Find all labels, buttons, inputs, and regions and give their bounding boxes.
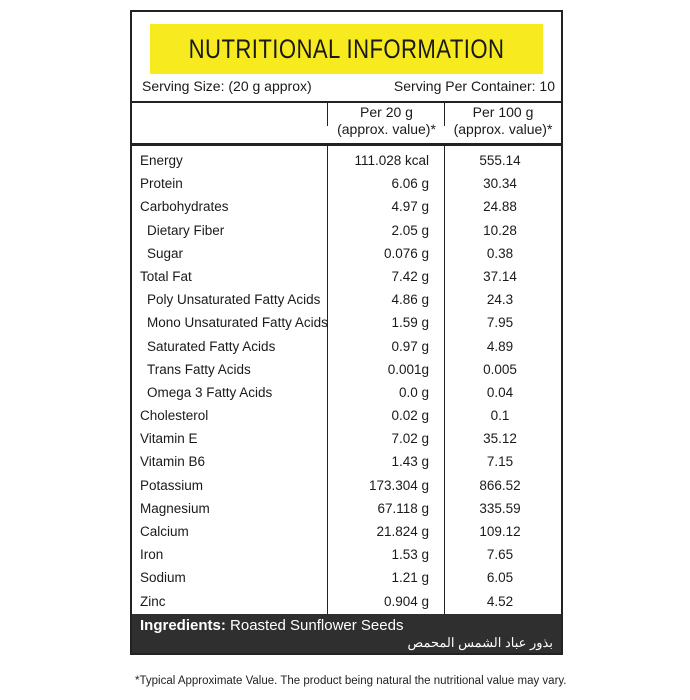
value-per-20g: 0.0 g <box>398 384 429 400</box>
value-per-20g: 1.59 g <box>391 315 429 331</box>
nutrient-name: Mono Unsaturated Fatty Acids <box>147 315 328 331</box>
nutrient-name: Magnesium <box>140 500 210 516</box>
value-per-100g: 0.1 <box>490 408 510 424</box>
column-header-per20 <box>329 104 444 138</box>
nutrient-name: Energy <box>140 153 183 168</box>
table-row <box>132 242 561 265</box>
value-per-20g: 111.028 kcal <box>354 153 429 168</box>
table-row <box>132 335 561 358</box>
nutrient-name: Sugar <box>147 245 184 261</box>
value-per-20g: 21.824 g <box>376 524 429 539</box>
value-per-100g: 7.15 <box>486 454 514 470</box>
value-per-20g: 0.076 g <box>383 245 429 261</box>
value-per-100g: 0.38 <box>486 245 514 261</box>
ingredients-bar <box>132 614 561 653</box>
column-rule-1-top <box>327 103 328 126</box>
ingredients-text: Roasted Sunflower Seeds <box>230 617 404 634</box>
table-row <box>132 265 561 288</box>
nutrient-name: Omega 3 Fatty Acids <box>147 384 273 400</box>
nutrient-name: Vitamin B6 <box>140 454 206 470</box>
table-row <box>132 590 561 613</box>
value-per-100g: 109.12 <box>479 524 521 539</box>
nutrient-table <box>132 149 561 613</box>
value-per-20g: 2.05 g <box>391 222 429 238</box>
nutrient-name: Dietary Fiber <box>147 222 225 238</box>
table-row <box>132 172 561 195</box>
value-per-20g: 67.118 g <box>377 500 429 516</box>
nutrient-name: Saturated Fatty Acids <box>147 338 276 354</box>
nutrient-name: Vitamin E <box>140 431 198 447</box>
table-row <box>132 474 561 497</box>
column-rule-2-top <box>444 103 445 126</box>
title-bar <box>150 24 543 74</box>
value-per-20g: 4.97 g <box>391 199 429 215</box>
nutrient-name: Cholesterol <box>140 408 209 424</box>
column-header-per20-line2: (approx. value)* <box>337 121 436 137</box>
table-row <box>132 543 561 566</box>
table-row <box>132 404 561 427</box>
ingredients-line <box>140 617 403 634</box>
nutrient-name: Calcium <box>140 524 189 539</box>
nutrient-name: Poly Unsaturated Fatty Acids <box>147 292 321 308</box>
value-per-20g: 4.86 g <box>391 292 429 308</box>
column-header-per100 <box>445 104 561 138</box>
value-per-20g: 0.97 g <box>391 338 429 354</box>
value-per-100g: 866.52 <box>479 477 521 493</box>
value-per-100g: 0.005 <box>483 361 517 377</box>
table-row <box>132 566 561 589</box>
value-per-100g: 7.65 <box>486 547 514 563</box>
value-per-100g: 37.14 <box>483 268 517 284</box>
table-row <box>132 358 561 381</box>
value-per-20g: 1.21 g <box>391 570 429 586</box>
value-per-100g: 0.04 <box>486 384 514 400</box>
nutrient-name: Zinc <box>140 593 166 609</box>
divider-header <box>132 143 561 146</box>
value-per-100g: 6.05 <box>486 570 514 586</box>
divider-top <box>132 101 561 103</box>
value-per-100g: 35.12 <box>483 431 517 447</box>
value-per-100g: 24.3 <box>486 292 514 308</box>
table-row <box>132 219 561 242</box>
ingredients-label: Ingredients: <box>140 617 226 634</box>
table-row <box>132 497 561 520</box>
serving-info <box>132 78 561 100</box>
nutrient-name: Sodium <box>140 570 186 586</box>
nutrient-name: Iron <box>140 547 164 563</box>
table-row <box>132 381 561 404</box>
value-per-100g: 4.89 <box>486 338 514 354</box>
table-row <box>132 195 561 218</box>
footnote: *Typical Approximate Value. The product being natural the nutritional value may vary. <box>135 675 567 687</box>
serving-size: Serving Size: (20 g approx) <box>142 78 312 94</box>
column-header-per20-line1: Per 20 g <box>360 104 413 120</box>
table-row <box>132 427 561 450</box>
value-per-20g: 0.02 g <box>391 408 429 424</box>
value-per-20g: 6.06 g <box>391 176 429 192</box>
table-row <box>132 311 561 334</box>
column-header-per100-line1: Per 100 g <box>472 104 534 120</box>
nutrient-name: Potassium <box>140 477 204 493</box>
table-row <box>132 288 561 311</box>
servings-per-container: Serving Per Container: 10 <box>393 78 555 94</box>
table-row <box>132 149 561 172</box>
nutrient-name: Protein <box>140 176 183 192</box>
nutrient-name: Trans Fatty Acids <box>147 361 251 377</box>
nutrition-panel <box>130 10 563 655</box>
value-per-100g: 555.14 <box>479 153 521 168</box>
value-per-20g: 1.43 g <box>391 454 429 470</box>
panel-title: NUTRITIONAL INFORMATION <box>188 33 505 64</box>
value-per-100g: 4.52 <box>486 593 514 609</box>
value-per-20g: 0.904 g <box>383 593 429 609</box>
value-per-20g: 7.02 g <box>391 431 429 447</box>
column-header-per100-line2: (approx. value)* <box>453 121 553 137</box>
table-row <box>132 520 561 543</box>
ingredients-arabic: بذور عباد الشمس المحمص <box>407 635 553 650</box>
nutrient-name: Carbohydrates <box>140 199 229 215</box>
value-per-100g: 10.28 <box>483 222 517 238</box>
value-per-20g: 0.001g <box>387 361 429 377</box>
value-per-20g: 173.304 g <box>368 477 429 493</box>
value-per-20g: 1.53 g <box>391 547 429 563</box>
value-per-100g: 30.34 <box>483 176 517 192</box>
table-row <box>132 450 561 473</box>
value-per-20g: 7.42 g <box>391 268 429 284</box>
value-per-100g: 335.59 <box>479 500 521 516</box>
value-per-100g: 24.88 <box>483 199 517 215</box>
nutrient-name: Total Fat <box>140 268 192 284</box>
value-per-100g: 7.95 <box>486 315 514 331</box>
